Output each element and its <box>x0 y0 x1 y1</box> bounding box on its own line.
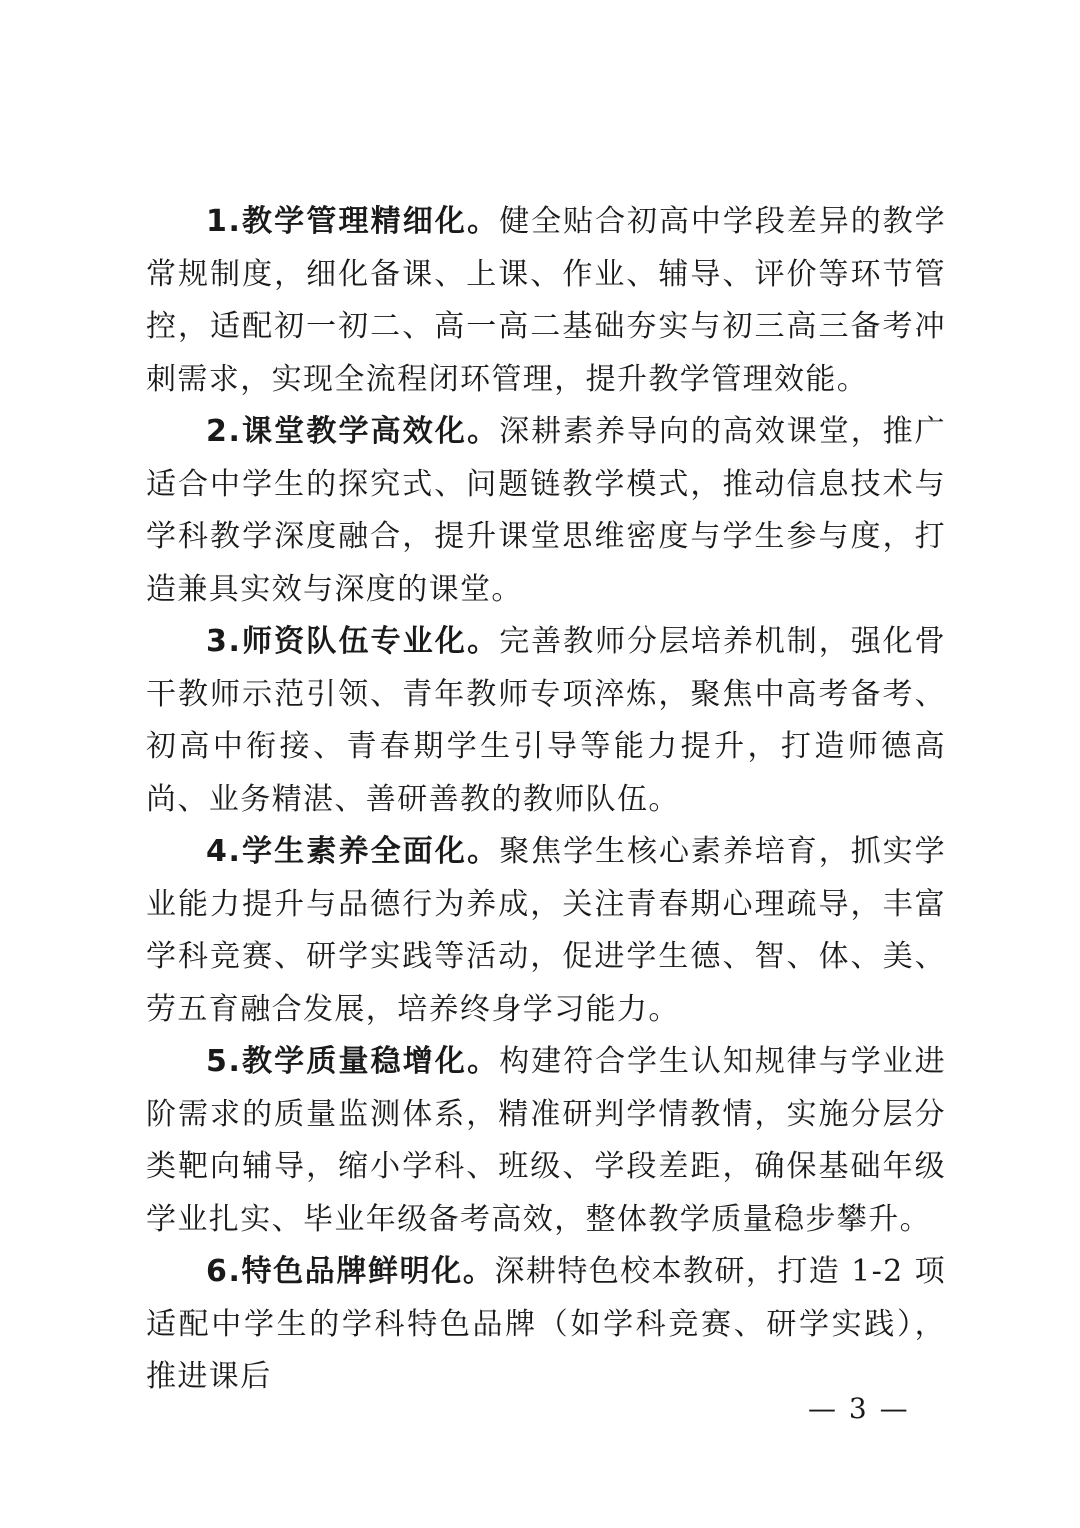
page-number: — 3 — <box>808 1392 910 1425</box>
paragraph-heading: 3.师资队伍专业化。 <box>206 624 500 659</box>
paragraph-text: 构建符合学生认知规律与学业进阶需求的质量监测体系，精准研判学情教情，实施分层分类靶向辅导，缩小学科、班级、学段差距，确保基础年级学业扎实、毕业年级备考高效，整体教学质量稳步攀升。 <box>146 1044 946 1237</box>
paragraph-text: 完善教师分层培养机制，强化骨干教师示范引领、青年教师专项淬炼，聚焦中高考备考、初高中衔接、青春期学生引导等能力提升，打造师德高尚、业务精湛、善研善教的教师队伍。 <box>146 624 946 817</box>
paragraph-teaching-quality <box>146 1036 946 1246</box>
document-body <box>146 196 946 1404</box>
paragraph-student-literacy <box>146 826 946 1036</box>
paragraph-teaching-management <box>146 196 946 406</box>
paragraph-heading: 6.特色品牌鲜明化。 <box>206 1254 495 1289</box>
paragraph-teacher-team <box>146 616 946 826</box>
paragraph-heading: 5.教学质量稳增化。 <box>206 1044 500 1079</box>
paragraph-classroom-teaching <box>146 406 946 616</box>
paragraph-text: 聚焦学生核心素养培育，抓实学业能力提升与品德行为养成，关注青春期心理疏导，丰富学科竞赛、研学实践等活动，促进学生德、智、体、美、劳五育融合发展，培养终身学习能力。 <box>146 834 946 1027</box>
paragraph-heading: 2.课堂教学高效化。 <box>206 414 500 449</box>
paragraph-heading: 4.学生素养全面化。 <box>206 834 500 869</box>
paragraph-text: 深耕素养导向的高效课堂，推广适合中学生的探究式、问题链教学模式，推动信息技术与学科教学深度融合，提升课堂思维密度与学生参与度，打造兼具实效与深度的课堂。 <box>146 414 946 607</box>
paragraph-text: 深耕特色校本教研，打造 1-2 项适配中学生的学科特色品牌（如学科竞赛、研学实践），推进课后 <box>146 1254 946 1394</box>
paragraph-featured-brand <box>146 1246 946 1404</box>
paragraph-text: 健全贴合初高中学段差异的教学常规制度，细化备课、上课、作业、辅导、评价等环节管控，适配初一初二、高一高二基础夯实与初三高三备考冲刺需求，实现全流程闭环管理，提升教学管理效能。 <box>146 204 946 397</box>
paragraph-heading: 1.教学管理精细化。 <box>206 204 500 239</box>
